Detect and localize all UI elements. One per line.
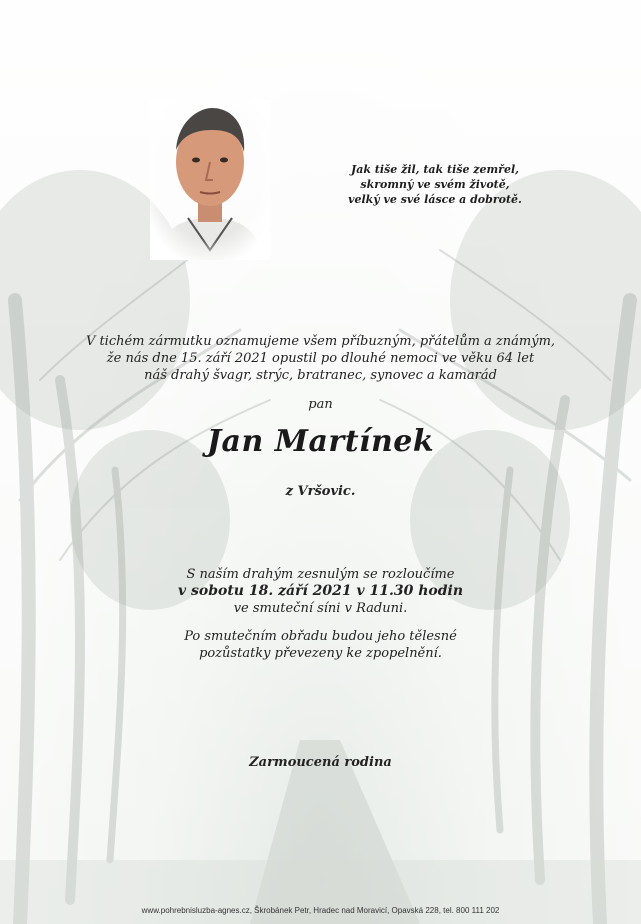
motto-line: velký ve své lásce a dobrotě. xyxy=(348,193,522,206)
deceased-name: Jan Martínek xyxy=(206,424,435,459)
cremation-line: pozůstatky převezeny ke zpopelnění. xyxy=(199,646,442,661)
family-signature: Zarmoucená rodina xyxy=(249,755,392,770)
origin: z Vršovic. xyxy=(285,484,356,499)
motto-line: skromný ve svém životě, xyxy=(360,178,510,191)
farewell-details xyxy=(60,566,581,617)
cremation-line: Po smutečním obřadu budou jeho tělesné xyxy=(184,629,457,644)
deceased-portrait xyxy=(150,100,270,260)
honorific: pan xyxy=(308,397,333,412)
farewell-intro: S naším drahým zesnulým se rozloučíme xyxy=(186,567,455,582)
motto-verse xyxy=(330,162,540,207)
farewell-location: ve smuteční síni v Raduni. xyxy=(233,601,408,616)
motto-line: Jak tiše žil, tak tiše zemřel, xyxy=(351,163,519,176)
farewell-date-time: v sobotu 18. září 2021 v 11.30 hodin xyxy=(177,583,464,599)
cremation-note xyxy=(60,628,581,662)
announcement-line: že nás dne 15. září 2021 opustil po dlouhé nemoci ve věku 64 let xyxy=(106,351,535,366)
announcement-line: V tichém zármutku oznamujeme všem příbuzným, přátelům a známým, xyxy=(85,334,556,349)
announcement-line: náš drahý švagr, strýc, bratranec, synovec a kamarád xyxy=(144,368,497,383)
funeral-service-footer: www.pohrebnisluzba-agnes.cz, Škrobánek Petr, Hradec nad Moravicí, Opavská 228, tel. 800 111 202 xyxy=(141,906,500,915)
announcement-text xyxy=(60,333,581,384)
